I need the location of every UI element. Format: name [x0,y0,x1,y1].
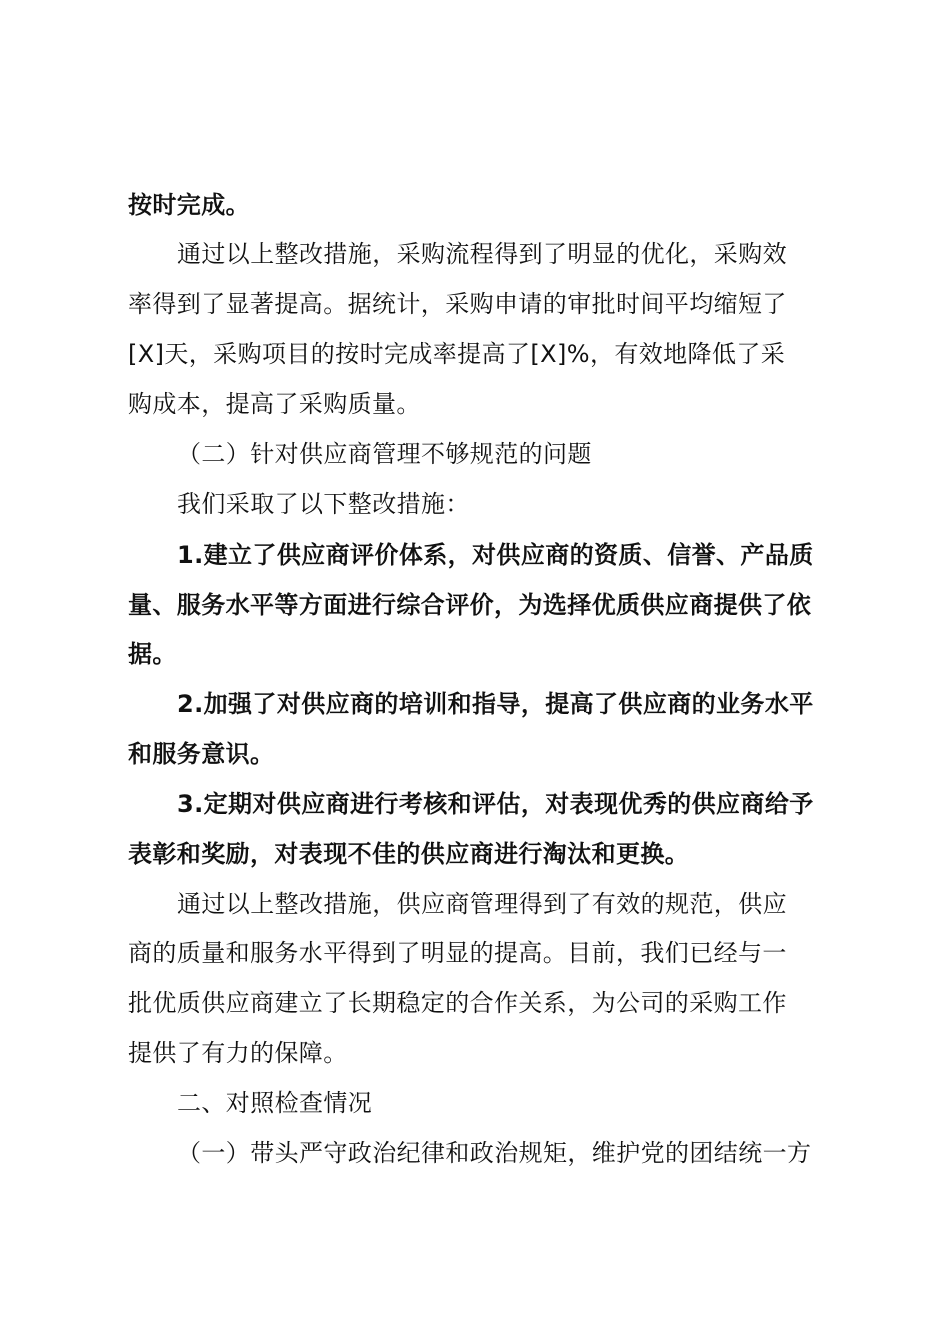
list-item: 3.定期对供应商进行考核和评估，对表现优秀的供应商给予 [177,790,814,818]
text-line: 据。 [128,640,177,668]
text-line: 批优质供应商建立了长期稳定的合作关系，为公司的采购工作 [128,989,787,1017]
text-line: 提供了有力的保障。 [128,1039,348,1067]
text-line: 和服务意识。 [128,740,275,768]
text-line: 通过以上整改措施，采购流程得到了明显的优化，采购效 [177,240,787,268]
list-item: 1.建立了供应商评价体系，对供应商的资质、信誉、产品质 [177,541,814,569]
text-line: 量、服务水平等方面进行综合评价，为选择优质供应商提供了依 [128,591,812,619]
text-line: 按时完成。 [128,191,250,219]
list-item: 2.加强了对供应商的培训和指导，提高了供应商的业务水平 [177,690,814,718]
text-line: 购成本，提高了采购质量。 [128,390,421,418]
text-line: 商的质量和服务水平得到了明显的提高。目前，我们已经与一 [128,939,787,967]
text-line: 通过以上整改措施，供应商管理得到了有效的规范，供应 [177,890,787,918]
section-heading: 二、对照检查情况 [177,1089,373,1117]
text-line: （一）带头严守政治纪律和政治规矩，维护党的团结统一方 [177,1139,812,1167]
section-heading: （二）针对供应商管理不够规范的问题 [177,440,592,468]
text-line: 表彰和奖励，对表现不佳的供应商进行淘汰和更换。 [128,840,690,868]
text-line: [X]天，采购项目的按时完成率提高了[X]%，有效地降低了采 [128,340,786,368]
text-line: 率得到了显著提高。据统计，采购申请的审批时间平均缩短了 [128,290,787,318]
text-line: 我们采取了以下整改措施： [177,490,470,518]
